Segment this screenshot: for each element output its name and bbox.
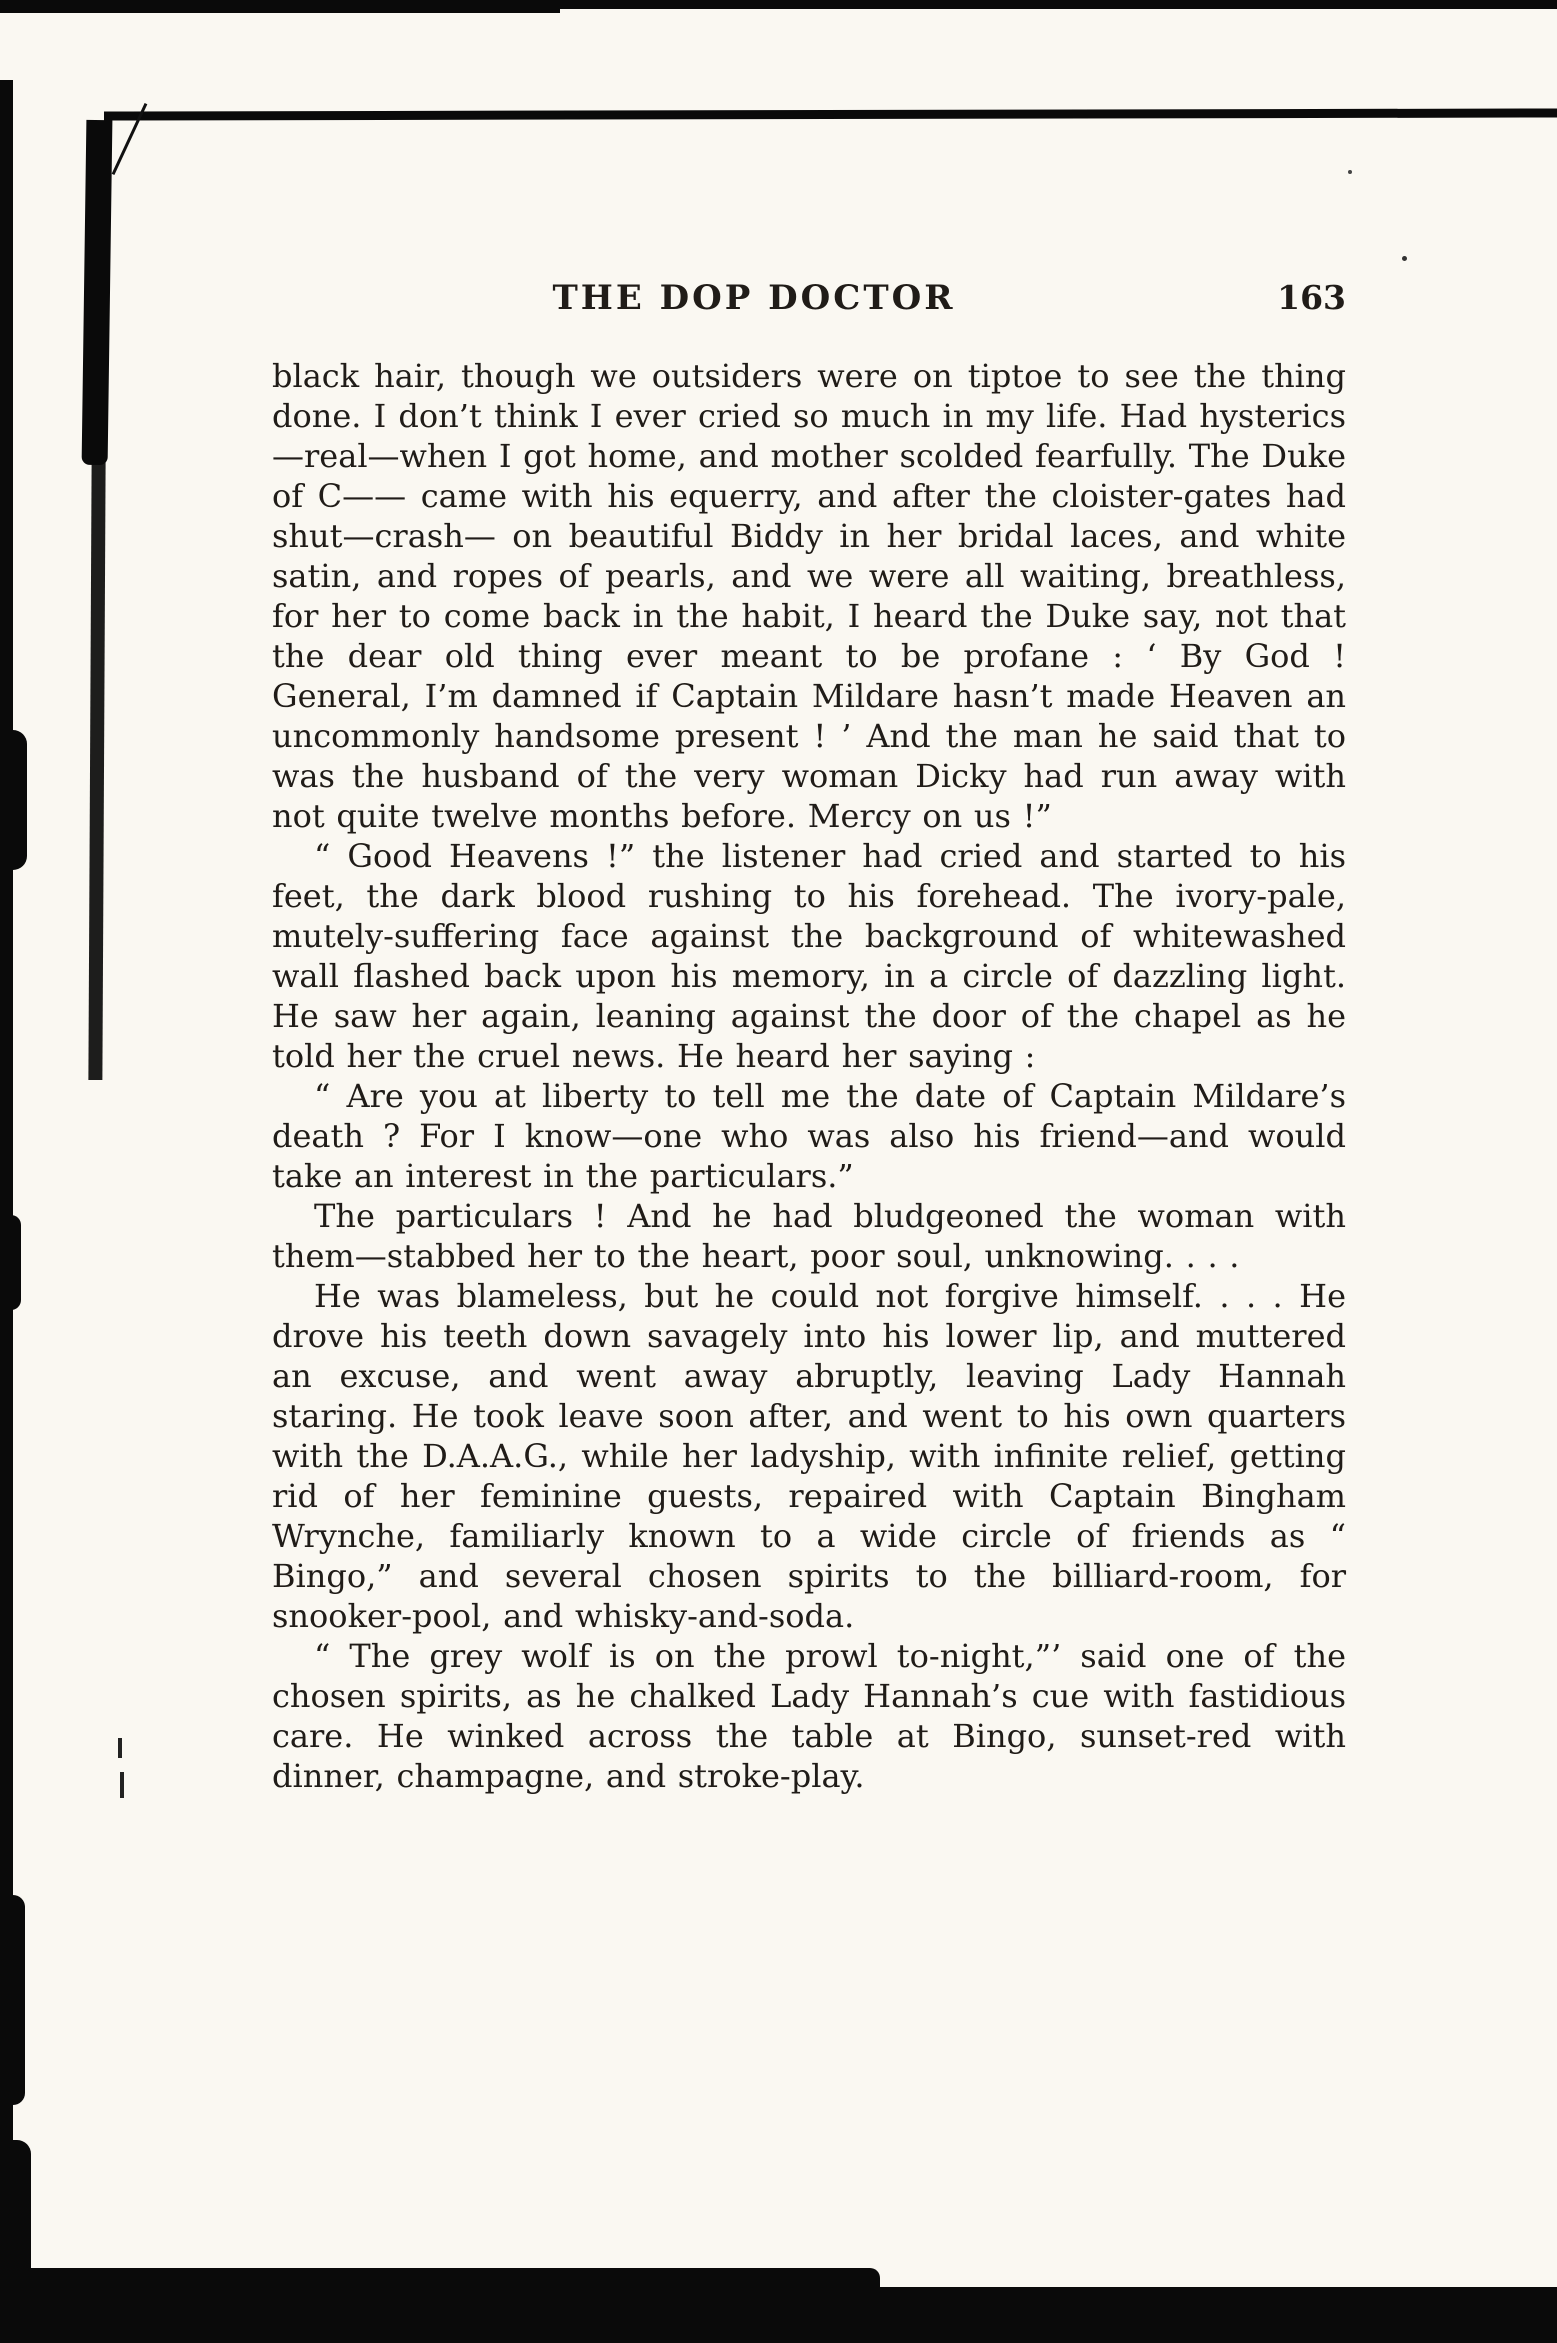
paragraph: “ Good Heavens !” the listener had cried and started to his feet, the dark blood rushing to his forehead. The ivory-pale, mutely-suffering face against the background of whitewashed wall flashed back upon his memory, in a circle of dazzling light. He saw her again, leaning against the door of the chapel as he told her the cruel news. He heard her saying : bbox=[272, 837, 1346, 1075]
scan-left-inner-bar bbox=[82, 120, 113, 465]
scan-left-blob bbox=[0, 1215, 21, 1310]
page-body bbox=[272, 356, 1346, 1796]
scan-margin-tick bbox=[118, 1738, 122, 1758]
scan-left-blob bbox=[0, 1895, 25, 2105]
scan-bottom-edge bbox=[0, 2287, 1557, 2343]
page-number: 163 bbox=[1277, 278, 1346, 317]
scan-margin-tick bbox=[120, 1772, 124, 1798]
running-title: THE DOP DOCTOR bbox=[552, 278, 956, 318]
paragraph: He was blameless, but he could not forgive himself. . . . He drove his teeth down savagely into his lower lip, and muttered an excuse, and went away abruptly, leaving Lady Hannah staring. He took leave soon after, and went to his own quarters with the D.A.A.G., while her ladyship, with infinite relief, getting rid of her feminine guests, repaired with Captain Bingham Wrynche, familiarly known to a wide circle of friends as “ Bingo,” and several chosen spirits to the billiard-room, for snooker-pool, and whisky-and-soda. bbox=[272, 1277, 1346, 1635]
scan-speck bbox=[1402, 256, 1407, 261]
running-head bbox=[272, 278, 1346, 330]
scan-top-edge bbox=[0, 0, 1557, 9]
scan-top-edge-thick bbox=[0, 9, 560, 13]
scan-top-rule bbox=[104, 108, 1557, 120]
scan-left-inner-bar-lower bbox=[88, 460, 105, 1080]
paragraph: black hair, though we outsiders were on tiptoe to see the thing done. I don’t think I ever cried so much in my life. Had hysterics—real—when I got home, and mother scolded fearfully. The Duke of C—— came with his equerry, and after the cloister-gates had shut—crash— on beautiful Biddy in her bridal laces, and white satin, and ropes of pearls, and we were all waiting, breathless, for her to come back in the habit, I heard the Duke say, not that the dear old thing ever meant to be profane : ‘ By God ! General, I’m damned if Captain Mildare hasn’t made Heaven an uncommonly handsome present ! ’ And the man he said that to was the husband of the very woman Dicky had run away with not quite twelve months before. Mercy on us !” bbox=[272, 357, 1346, 835]
page-content bbox=[272, 278, 1346, 1796]
scan-speck bbox=[1348, 170, 1352, 174]
paragraph: “ The grey wolf is on the prowl to-night,”’ said one of the chosen spirits, as he chalked Lady Hannah’s cue with fastidious care. He winked across the table at Bingo, sunset-red with dinner, champagne, and stroke-play. bbox=[272, 1637, 1346, 1795]
paragraph: The particulars ! And he had bludgeoned the woman with them—stabbed her to the heart, poor soul, unknowing. . . . bbox=[272, 1197, 1346, 1275]
paragraph: “ Are you at liberty to tell me the date of Captain Mildare’s death ? For I know—one who was also his friend—and would take an interest in the particulars.” bbox=[272, 1077, 1346, 1195]
scan-left-blob bbox=[0, 730, 27, 870]
